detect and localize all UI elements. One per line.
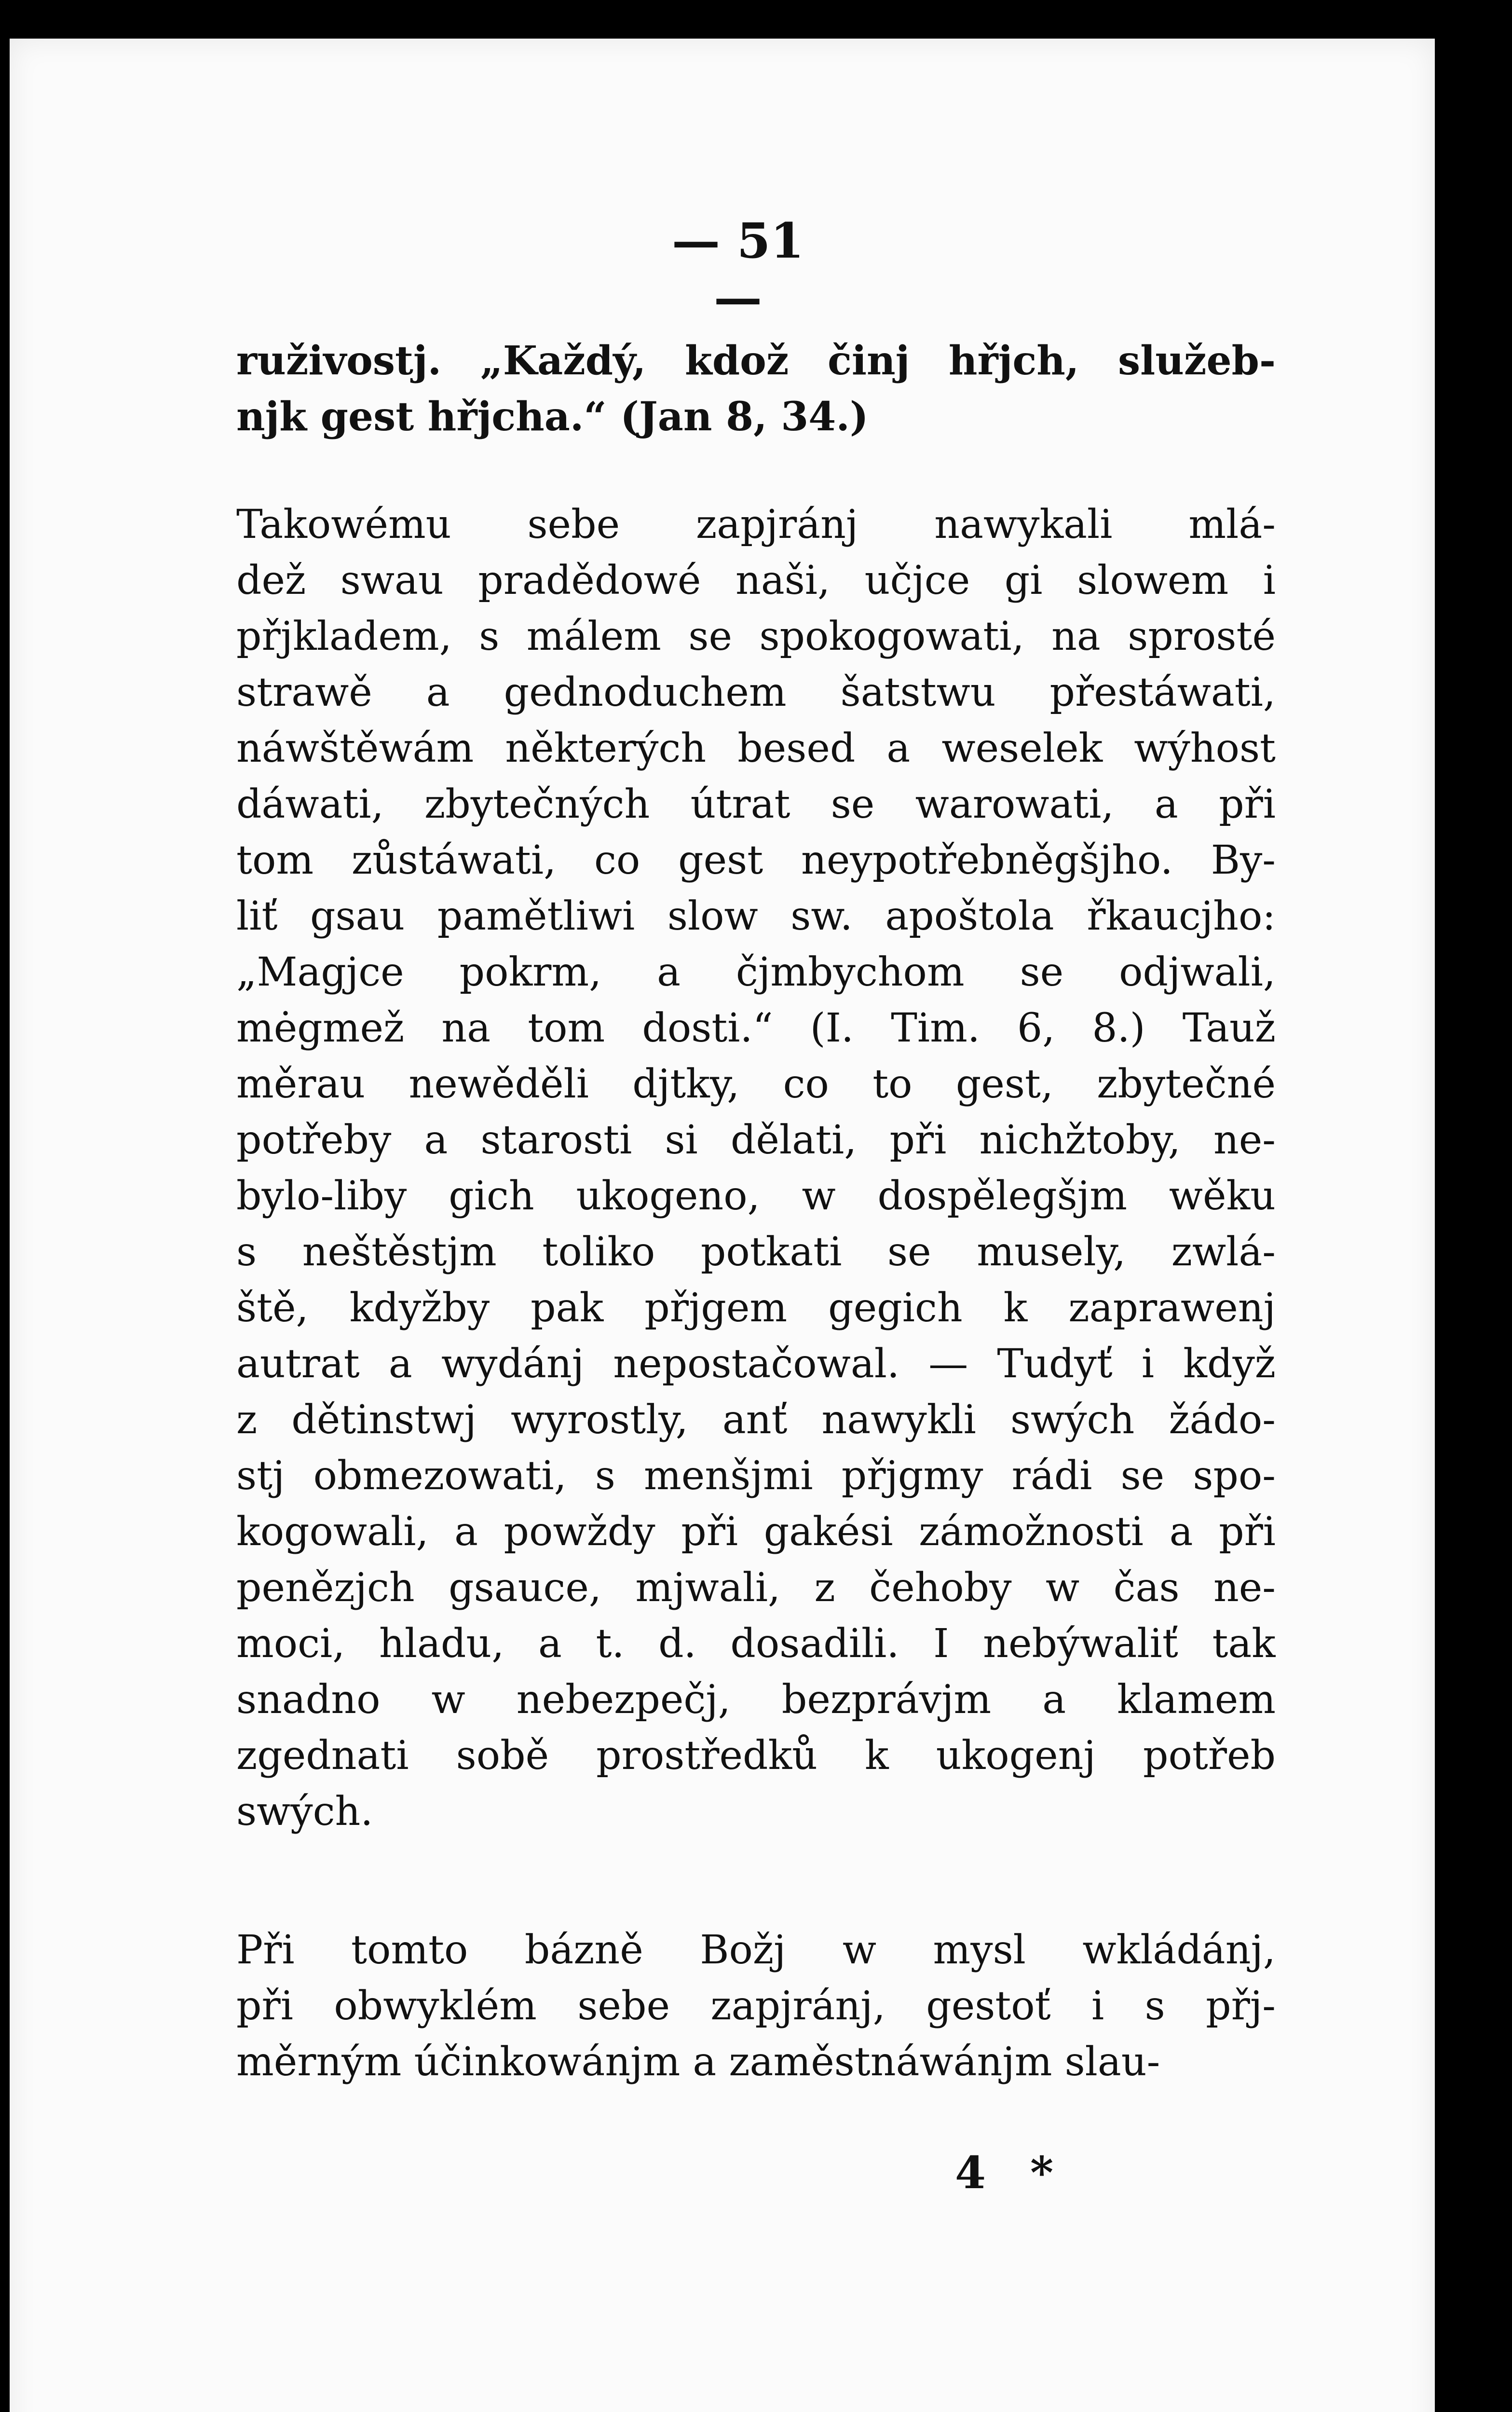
text-line: moci, hladu, a t. d. dosadili. I nebýwaliť tak [236,1621,1276,1667]
printer-signature-mark: 4 * [955,2147,1068,2199]
text-line: dež swau pradědowé naši, učjce gi slowem i [236,558,1276,603]
text-line: mėgmež na tom dosti.“ (I. Tim. 6, 8.) Tauž [236,1005,1276,1051]
text-line: strawě a gednoduchem šatstwu přestáwati, [236,670,1276,715]
text-line: penězjch gsauce, mjwali, z čehoby w čas ne- [236,1565,1276,1611]
paragraph-3 [236,1922,1276,2090]
text-line: stj obmezowati, s menšjmi přjgmy rádi se spo- [236,1453,1276,1499]
paragraph-1 [236,333,1276,445]
book-page [10,39,1435,2412]
text-line: při obwyklém sebe zapjránj, gestoť i s přj- [236,1983,1276,2029]
text-line: „Magjce pokrm, a čjmbychom se odjwali, [236,949,1276,995]
text-line: dáwati, zbytečných útrat se warowati, a při [236,781,1276,827]
text-line: ruživostj. „Každý, kdož činj hřjch, služeb- [236,338,1276,384]
text-line: měrným účinkowánjm a zaměstnáwánjm slau- [236,2039,1160,2085]
text-line: tom zůstáwati, co gest neypotřebněgšjho. By- [236,837,1276,883]
text-line: Při tomto bázně Božj w mysl wkládánj, [236,1927,1276,1973]
text-line: liť gsau pamětliwi slow sw. apoštola řkaucjho: [236,893,1276,939]
text-line: Takowému sebe zapjránj nawykali mlá- [236,502,1276,548]
text-line: njk gest hřjcha.“ (Jan 8, 34.) [236,394,869,440]
page-number: — 51 — [672,212,804,326]
text-line: swých. [236,1789,373,1835]
text-line: z dětinstwj wyrostly, anť nawykli swých žádo- [236,1397,1276,1443]
text-line: snadno w nebezpečj, bezprávjm a klamem [236,1677,1276,1723]
text-line: kogowali, a powždy při gakési zámožnosti a při [236,1509,1276,1555]
text-line: potřeby a starosti si dělati, při nichžtoby, ne- [236,1117,1276,1163]
paragraph-2 [236,497,1276,1840]
text-line: přjkladem, s málem se spokogowati, na sprosté [236,614,1276,659]
text-line: bylo-liby gich ukogeno, w dospělegšjm wěku [236,1173,1276,1219]
text-line: měrau newěděli djtky, co to gest, zbytečné [236,1061,1276,1107]
text-line: ště, kdyžby pak přjgem gegich k zaprawenj [236,1285,1276,1331]
text-line: náwštěwám některých besed a weselek wýhost [236,726,1276,771]
text-line: s neštěstjm toliko potkati se musely, zwlá- [236,1229,1276,1275]
text-line: autrat a wydánj nepostačowal. — Tudyť i když [236,1341,1276,1387]
text-line: zgednati sobě prostředků k ukogenj potřeb [236,1733,1276,1779]
